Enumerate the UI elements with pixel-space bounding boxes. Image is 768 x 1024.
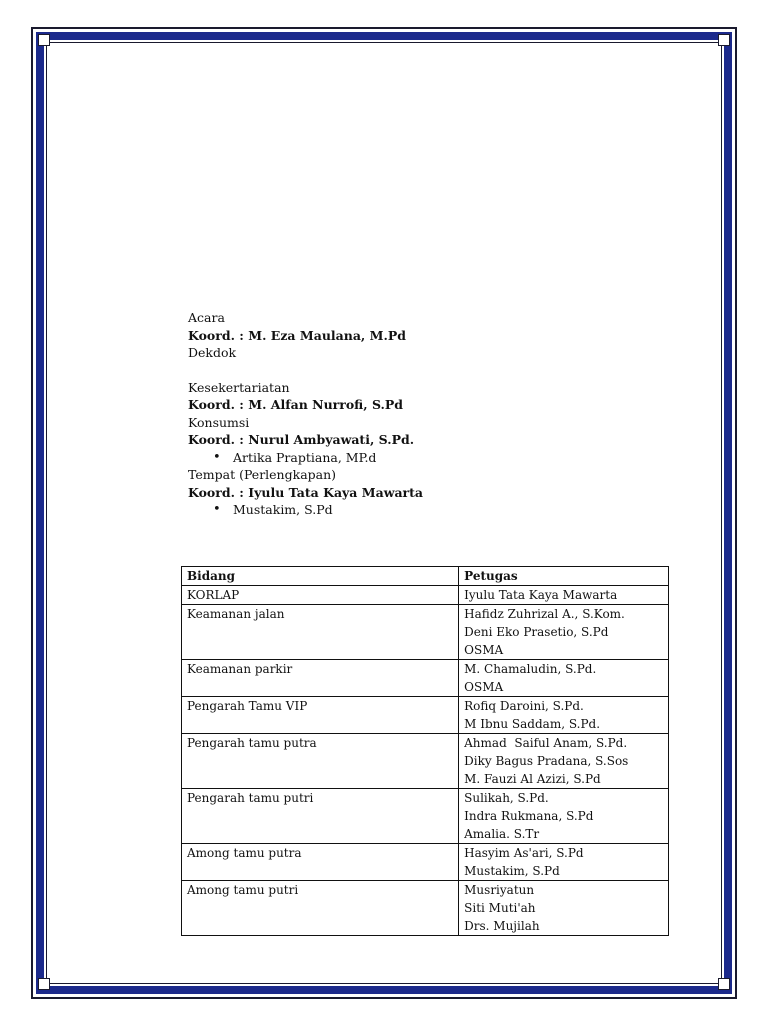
section-heading-dekdok: Dekdok: [188, 345, 237, 360]
petugas-name: M. Fauzi Al Azizi, S.Pd: [464, 772, 601, 786]
petugas-cell: [459, 789, 669, 844]
table-row: [182, 844, 669, 881]
petugas-name: Amalia. S.Tr: [464, 827, 540, 841]
section-heading-tempat: Tempat (Perlengkapan): [188, 467, 337, 482]
petugas-cell: [459, 844, 669, 881]
petugas-name: Ahmad Saiful Anam, S.Pd.: [464, 736, 628, 750]
coordinator-kesekertariatan: Koord. : M. Alfan Nurrofi, S.Pd: [188, 397, 404, 412]
petugas-cell: [459, 586, 669, 605]
bidang-cell: Pengarah tamu putri: [182, 789, 459, 844]
table-row: [182, 881, 669, 936]
section-heading-konsumsi: Konsumsi: [188, 414, 250, 430]
bidang-cell: Among tamu putri: [182, 881, 459, 936]
table-row: [182, 586, 669, 605]
committee-list: [188, 309, 668, 519]
header-petugas: Petugas: [459, 567, 669, 586]
coordinator-acara: Koord. : M. Eza Maulana, M.Pd: [188, 327, 406, 343]
bidang-cell: KORLAP: [182, 586, 459, 605]
petugas-name: Indra Rukmana, S.Pd: [464, 809, 594, 823]
bidang-cell: Keamanan jalan: [182, 605, 459, 660]
petugas-name: M. Chamaludin, S.Pd.: [464, 662, 597, 676]
duty-table: [181, 566, 669, 936]
petugas-name: Siti Muti'ah: [464, 901, 536, 915]
petugas-name: Sulikah, S.Pd.: [464, 791, 549, 805]
border-corner-top-left: [38, 34, 50, 46]
table-header-row: [182, 567, 669, 586]
petugas-name: OSMA: [464, 643, 504, 657]
section-heading-acara: Acara: [188, 310, 225, 325]
list-item: • Mustakim, S.Pd: [188, 501, 668, 519]
petugas-cell: [459, 881, 669, 936]
coordinator-konsumsi: Koord. : Nurul Ambyawati, S.Pd.: [188, 432, 415, 447]
table-row: [182, 734, 669, 789]
petugas-name: Drs. Mujilah: [464, 919, 540, 933]
bidang-cell: Pengarah Tamu VIP: [182, 697, 459, 734]
bidang-cell: Pengarah tamu putra: [182, 734, 459, 789]
header-bidang: Bidang: [182, 567, 459, 586]
konsumsi-members: [188, 449, 668, 467]
petugas-name: Musriyatun: [464, 883, 535, 897]
tempat-members: [188, 501, 668, 519]
coordinator-tempat: Koord. : Iyulu Tata Kaya Mawarta: [188, 484, 424, 500]
bidang-cell: Keamanan parkir: [182, 660, 459, 697]
table-row: [182, 660, 669, 697]
petugas-name: Iyulu Tata Kaya Mawarta: [464, 588, 618, 602]
petugas-name: M Ibnu Saddam, S.Pd.: [464, 717, 601, 731]
petugas-cell: [459, 660, 669, 697]
petugas-name: OSMA: [464, 680, 504, 694]
border-corner-top-right: [718, 34, 730, 46]
petugas-name: Hafidz Zuhrizal A., S.Kom.: [464, 607, 625, 621]
list-item: • Artika Praptiana, MP.d: [188, 449, 668, 467]
petugas-cell: [459, 605, 669, 660]
bidang-cell: Among tamu putra: [182, 844, 459, 881]
petugas-name: Mustakim, S.Pd: [464, 864, 560, 878]
petugas-cell: [459, 697, 669, 734]
petugas-name: Rofiq Daroini, S.Pd.: [464, 699, 584, 713]
border-corner-bottom-left: [38, 978, 50, 990]
petugas-name: Diky Bagus Pradana, S.Sos: [464, 754, 629, 768]
petugas-cell: [459, 734, 669, 789]
table-row: [182, 697, 669, 734]
table-row: [182, 789, 669, 844]
border-corner-bottom-right: [718, 978, 730, 990]
table-row: [182, 605, 669, 660]
section-heading-kesekertariatan: Kesekertariatan: [188, 379, 290, 395]
petugas-name: Deni Eko Prasetio, S.Pd: [464, 625, 609, 639]
petugas-name: Hasyim As'ari, S.Pd: [464, 846, 584, 860]
